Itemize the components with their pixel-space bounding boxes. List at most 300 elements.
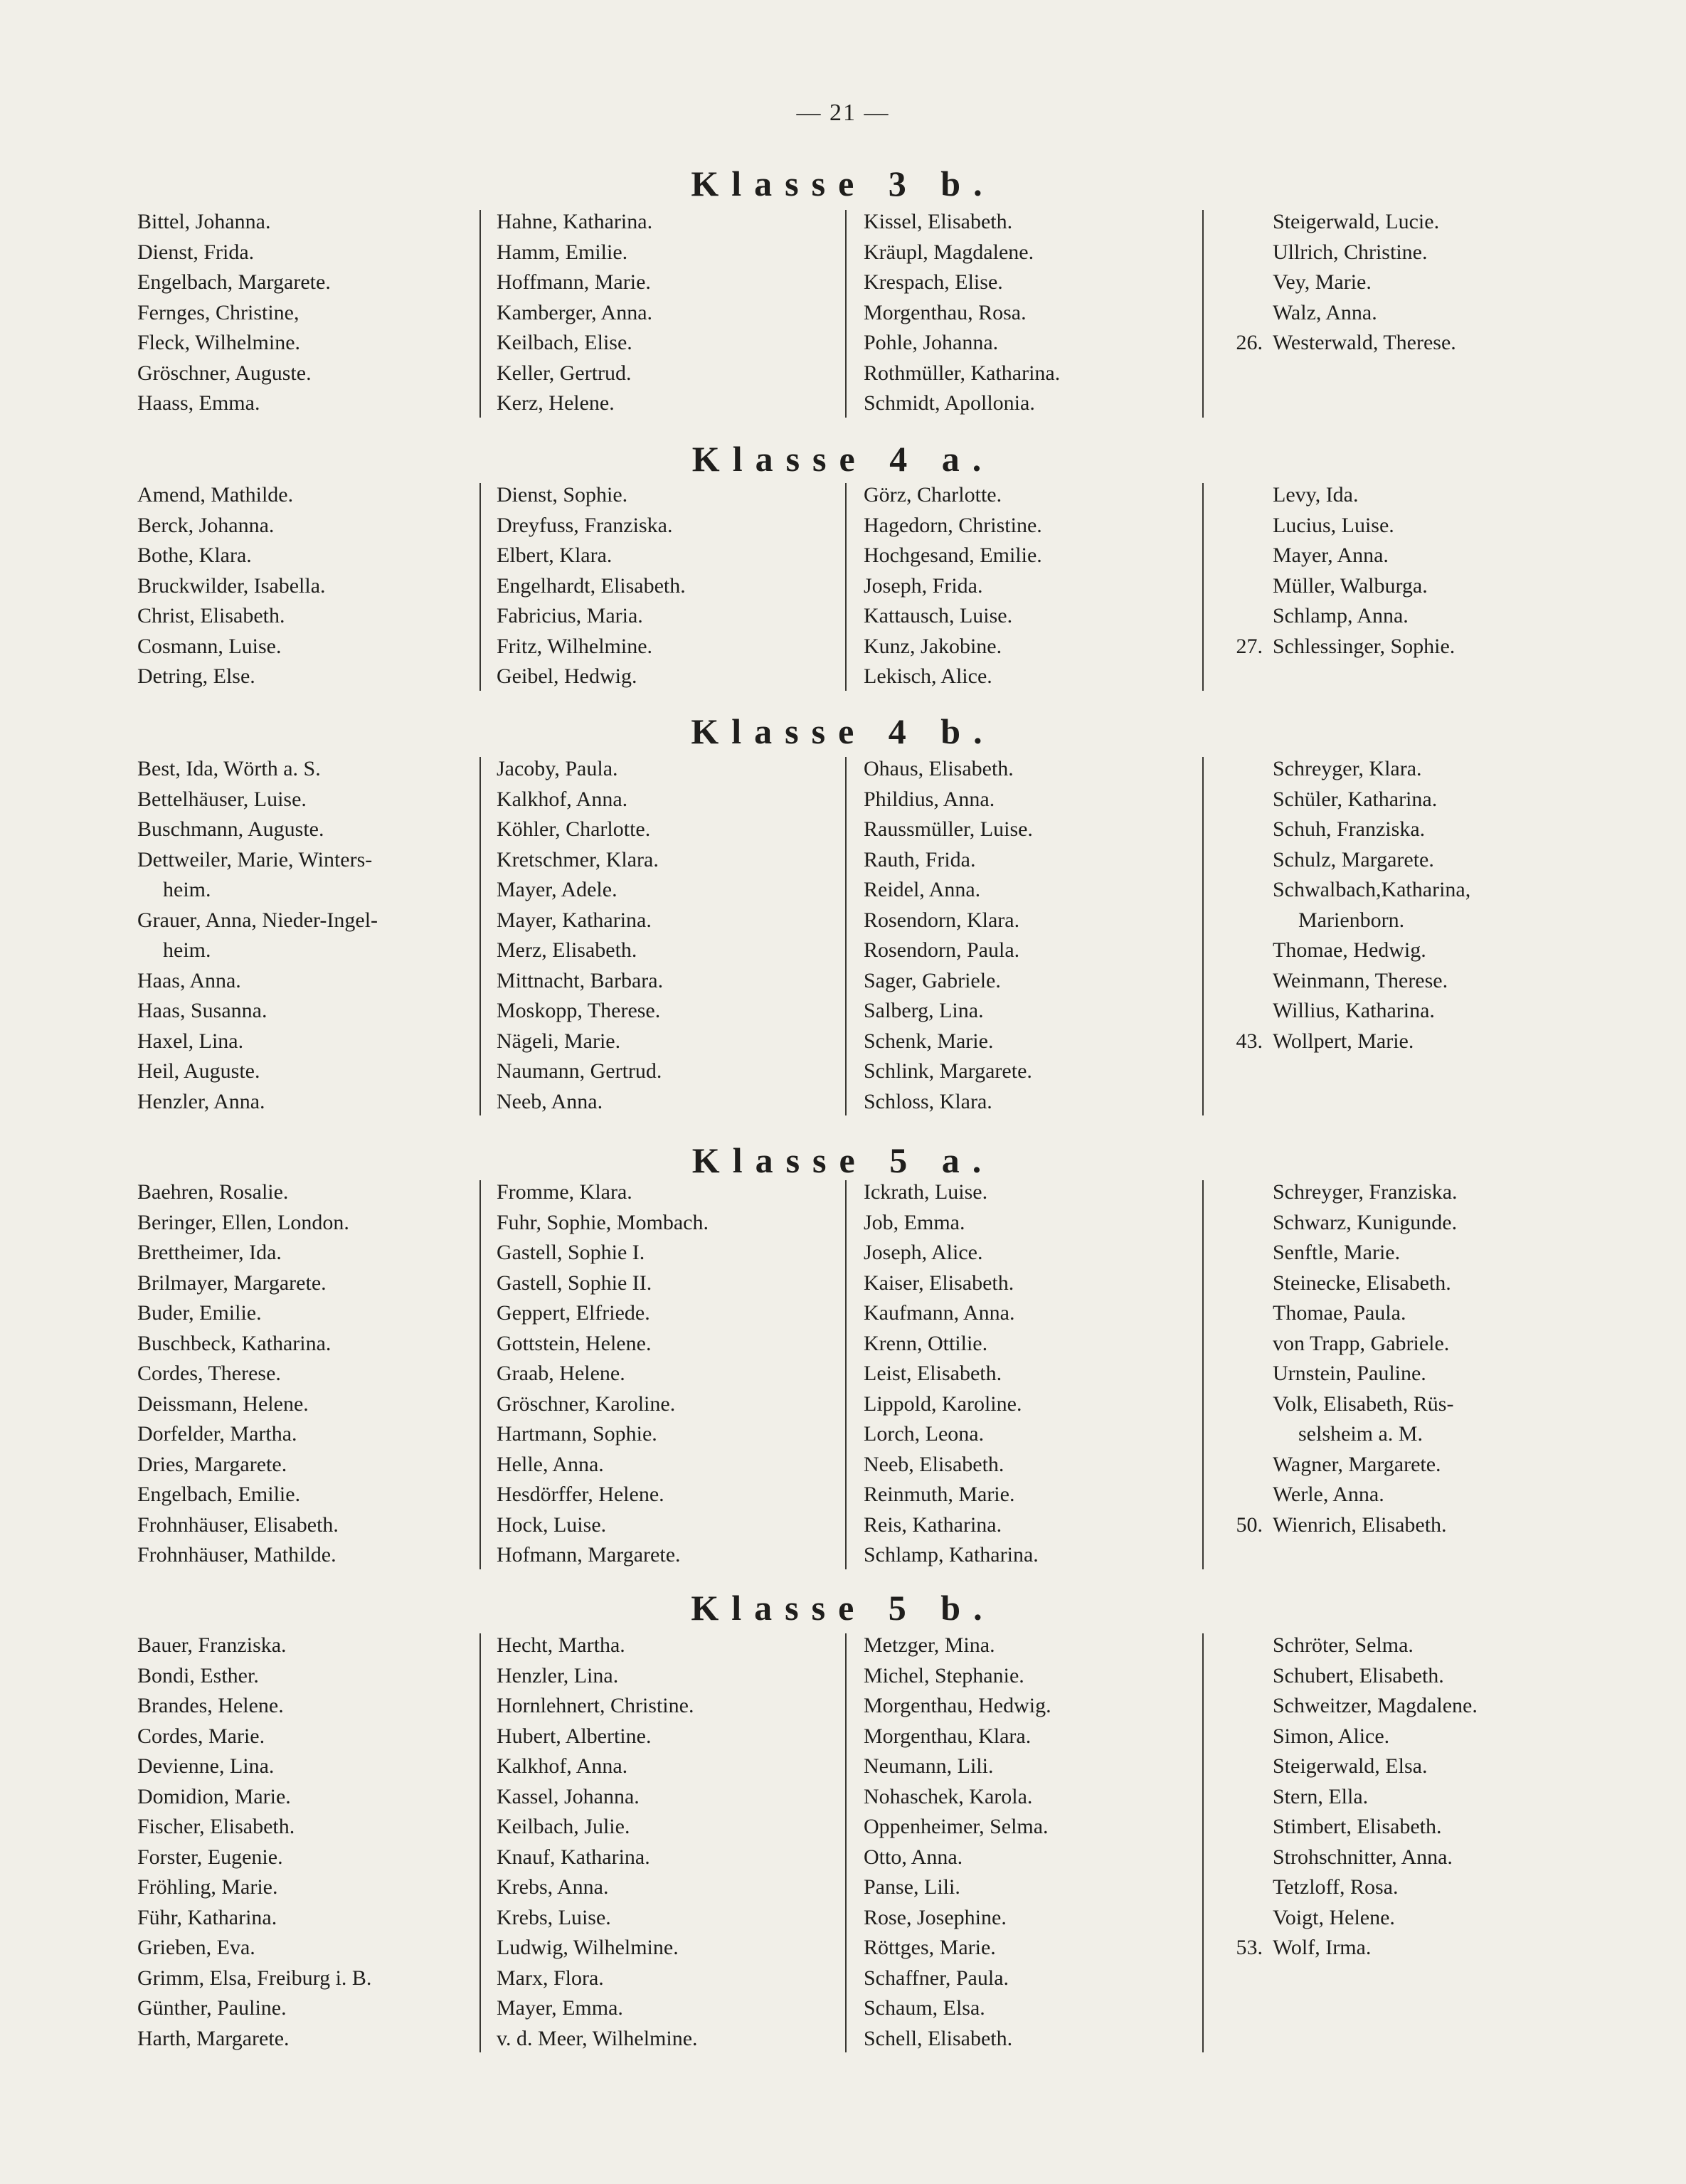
list-item — [1273, 785, 1470, 815]
student-name: v. d. Meer, Wilhelmine. — [497, 2026, 698, 2050]
student-name: Thomae, Paula. — [1273, 1301, 1406, 1325]
student-name: Schlamp, Anna. — [1273, 604, 1409, 627]
list-item — [137, 1691, 371, 1722]
list-item — [497, 1359, 709, 1389]
list-item — [1273, 1359, 1458, 1389]
list-item — [864, 1208, 1039, 1239]
student-name: Krebs, Anna. — [497, 1875, 609, 1899]
student-name: Ickrath, Luise. — [864, 1180, 988, 1204]
student-name: Bauer, Franziska. — [137, 1633, 287, 1657]
list-item — [864, 1329, 1039, 1359]
student-name: Hoffmann, Marie. — [497, 270, 651, 294]
student-name: Kamberger, Anna. — [497, 300, 653, 324]
list-item — [1273, 1177, 1458, 1208]
section-title: Klasse 4 a. — [691, 439, 995, 479]
student-name: Gröschner, Auguste. — [137, 361, 312, 385]
student-name: Schlamp, Katharina. — [864, 1543, 1039, 1567]
student-name: Nägeli, Marie. — [497, 1029, 621, 1053]
student-name: Fritz, Wilhelmine. — [497, 634, 653, 658]
list-item — [1273, 875, 1470, 906]
list-item — [497, 1268, 709, 1299]
student-name: Hahne, Katharina. — [497, 210, 653, 233]
student-name: Haass, Emma. — [137, 391, 260, 415]
name-column — [1236, 1177, 1458, 1540]
student-name: Rose, Josephine. — [864, 1905, 1007, 1929]
list-item — [137, 785, 378, 815]
name-column — [864, 1177, 1039, 1571]
list-item — [1273, 1419, 1458, 1450]
student-name: Hesdörffer, Helene. — [497, 1483, 664, 1506]
student-name: Simon, Alice. — [1273, 1724, 1390, 1748]
student-name: Cosmann, Luise. — [137, 634, 282, 658]
column-divider — [845, 757, 847, 1115]
student-name: Hock, Luise. — [497, 1512, 607, 1537]
list-item — [1273, 1450, 1458, 1480]
column-divider — [479, 210, 481, 418]
list-item — [497, 1812, 698, 1843]
list-item — [864, 1177, 1039, 1208]
section-title: Klasse 3 b. — [691, 164, 995, 203]
column-divider — [1202, 210, 1204, 418]
name-column — [864, 1631, 1051, 2054]
student-name: Kunz, Jakobine. — [864, 634, 1002, 658]
list-item — [497, 1510, 709, 1541]
student-name: Schaffner, Paula. — [864, 1966, 1009, 1990]
student-name: Fleck, Wilhelmine. — [137, 331, 301, 354]
student-name: Hagedorn, Christine. — [864, 513, 1042, 537]
list-item — [864, 1056, 1033, 1087]
student-name: Henzler, Lina. — [497, 1663, 619, 1687]
list-item — [137, 1812, 371, 1843]
list-item — [137, 1389, 349, 1420]
student-name: Job, Emma. — [864, 1210, 965, 1234]
list-item — [137, 966, 378, 997]
name-column — [137, 754, 378, 1117]
name-column — [864, 754, 1033, 1117]
list-item — [497, 359, 652, 389]
list-item — [864, 935, 1033, 966]
student-name: Reis, Katharina. — [864, 1512, 1002, 1537]
list-item — [497, 1782, 698, 1813]
list-item — [864, 662, 1042, 692]
student-name: Gastell, Sophie I. — [497, 1241, 645, 1264]
student-name: Bothe, Klara. — [137, 544, 252, 567]
list-item — [497, 1480, 709, 1510]
student-name: Fischer, Elisabeth. — [137, 1815, 295, 1838]
list-item — [1273, 815, 1470, 845]
student-name: Kräupl, Magdalene. — [864, 240, 1034, 264]
student-name: Grieben, Eva. — [137, 1936, 255, 1959]
student-name: Schlink, Margarete. — [864, 1059, 1032, 1083]
list-item — [864, 388, 1060, 419]
list-item — [137, 1722, 371, 1752]
student-name: Schwalbach,Katharina, — [1273, 878, 1471, 901]
list-item — [497, 1027, 663, 1057]
list-item — [1273, 906, 1470, 936]
student-name: Bruckwilder, Isabella. — [137, 573, 326, 598]
list-item — [137, 996, 378, 1027]
student-name: Buder, Emilie. — [137, 1301, 262, 1325]
list-item — [1273, 1812, 1478, 1843]
list-item — [497, 1661, 698, 1692]
student-name: Keller, Gertrud. — [497, 361, 632, 385]
list-item — [1273, 1843, 1478, 1873]
student-name: Wolf, Irma. — [1273, 1936, 1372, 1959]
list-item — [497, 1751, 698, 1782]
name-column — [137, 480, 326, 692]
student-name: Schell, Elisabeth. — [864, 2026, 1013, 2050]
student-name: Strohschnitter, Anna. — [1273, 1845, 1453, 1869]
student-name: Berck, Johanna. — [137, 513, 275, 537]
list-item — [497, 1933, 698, 1963]
class-count: 53. — [1236, 1936, 1263, 1959]
list-item — [864, 1812, 1051, 1843]
list-item — [1236, 632, 1456, 662]
student-name: Brettheimer, Ida. — [137, 1241, 282, 1264]
list-item — [497, 1843, 698, 1873]
list-item — [497, 1903, 698, 1934]
list-item — [864, 1903, 1051, 1934]
list-item — [137, 359, 331, 389]
list-item — [864, 1480, 1039, 1510]
list-item — [497, 388, 652, 419]
student-name: Oppenheimer, Selma. — [864, 1815, 1049, 1838]
list-item — [864, 298, 1060, 329]
student-name: Ludwig, Wilhelmine. — [497, 1936, 679, 1959]
list-item — [497, 785, 663, 815]
section-title: Klasse 5 b. — [691, 1588, 995, 1628]
column-divider — [845, 1180, 847, 1569]
list-item — [497, 754, 663, 785]
list-item — [497, 1993, 698, 2024]
student-name: Weinmann, Therese. — [1273, 968, 1448, 992]
list-item — [137, 1631, 371, 1661]
list-item — [864, 267, 1060, 298]
list-item — [497, 966, 663, 997]
list-item — [497, 601, 686, 632]
name-column — [497, 754, 663, 1117]
student-name: Frohnhäuser, Elisabeth. — [137, 1512, 339, 1537]
student-name: Wienrich, Elisabeth. — [1273, 1512, 1447, 1537]
student-name: Hartmann, Sophie. — [497, 1422, 657, 1446]
student-name: Geibel, Hedwig. — [497, 664, 637, 688]
column-divider — [1202, 1633, 1204, 2052]
student-name: Dettweiler, Marie, Winters- — [137, 847, 373, 871]
list-item — [497, 1329, 709, 1359]
student-name: Morgenthau, Klara. — [864, 1724, 1032, 1748]
list-item — [864, 571, 1042, 602]
name-column — [1236, 480, 1456, 662]
list-item — [1273, 601, 1455, 632]
name-column — [497, 207, 652, 419]
student-name: Lippold, Karoline. — [864, 1391, 1022, 1416]
list-item — [137, 1782, 371, 1813]
list-item — [137, 1056, 378, 1087]
student-name: Krespach, Elise. — [864, 270, 1003, 294]
list-item — [864, 632, 1042, 662]
student-name: Führ, Katharina. — [137, 1905, 277, 1929]
list-item — [1273, 571, 1455, 602]
student-name: Pohle, Johanna. — [864, 331, 999, 354]
student-name: Volk, Elisabeth, Rüs- — [1273, 1391, 1454, 1416]
list-item — [864, 2024, 1051, 2055]
list-item — [864, 815, 1033, 845]
list-item — [1273, 1208, 1458, 1239]
student-name: Naumann, Gertrud. — [497, 1059, 662, 1083]
list-item — [1236, 328, 1456, 359]
list-item — [497, 1450, 709, 1480]
list-item — [137, 1480, 349, 1510]
student-name: Joseph, Frida. — [864, 573, 983, 598]
student-name: Reinmuth, Marie. — [864, 1483, 1015, 1506]
student-name: Kaiser, Elisabeth. — [864, 1271, 1014, 1295]
student-name: Bittel, Johanna. — [137, 210, 271, 233]
list-item — [497, 1389, 709, 1420]
list-item — [1273, 207, 1456, 238]
student-name: Mittnacht, Barbara. — [497, 968, 664, 992]
list-item — [497, 1056, 663, 1087]
list-item — [137, 267, 331, 298]
list-item — [864, 601, 1042, 632]
student-name: Senftle, Marie. — [1273, 1241, 1401, 1264]
student-name: Stern, Ella. — [1273, 1784, 1369, 1808]
student-name: Schulz, Margarete. — [1273, 847, 1434, 871]
list-item — [137, 388, 331, 419]
student-name: Bettelhäuser, Luise. — [137, 787, 307, 811]
student-name: Kattausch, Luise. — [864, 604, 1013, 627]
name-column — [497, 1177, 709, 1571]
list-item — [864, 1450, 1039, 1480]
student-name: Werle, Anna. — [1273, 1483, 1384, 1506]
list-item — [1273, 1298, 1458, 1329]
student-name: Gröschner, Karoline. — [497, 1391, 676, 1416]
column-divider — [479, 757, 481, 1115]
column-divider — [479, 1180, 481, 1569]
student-name: Schweitzer, Magdalene. — [1273, 1694, 1478, 1717]
student-name: Baehren, Rosalie. — [137, 1180, 289, 1204]
student-name: Hofmann, Margarete. — [497, 1543, 681, 1567]
list-item — [137, 845, 378, 876]
name-column — [1236, 754, 1471, 1056]
list-item — [1273, 511, 1455, 541]
column-divider — [1202, 1180, 1204, 1569]
student-name: Steigerwald, Elsa. — [1273, 1754, 1428, 1778]
student-name: Günther, Pauline. — [137, 1996, 287, 2020]
list-item — [1273, 1631, 1478, 1661]
list-item — [497, 511, 686, 541]
student-name: Engelbach, Emilie. — [137, 1483, 301, 1506]
student-name: Neeb, Anna. — [497, 1089, 603, 1113]
column-divider — [479, 1633, 481, 2052]
list-item — [864, 1631, 1051, 1661]
student-name: Bondi, Esther. — [137, 1663, 259, 1687]
list-item — [497, 2024, 698, 2055]
student-name: Willius, Katharina. — [1273, 999, 1435, 1022]
student-name: Schreyger, Klara. — [1273, 757, 1422, 780]
student-name: Wagner, Margarete. — [1273, 1452, 1441, 1476]
student-name: Ohaus, Elisabeth. — [864, 757, 1014, 780]
list-item — [1236, 1510, 1458, 1541]
student-name: Fuhr, Sophie, Mombach. — [497, 1210, 709, 1234]
column-divider — [845, 483, 847, 691]
column-divider — [1202, 757, 1204, 1115]
list-item — [137, 1238, 349, 1268]
list-item — [137, 875, 378, 906]
list-item — [1273, 238, 1456, 268]
student-name: Neumann, Lili. — [864, 1754, 994, 1778]
class-count: 26. — [1236, 331, 1263, 354]
list-item — [497, 1722, 698, 1752]
class-count: 27. — [1236, 634, 1263, 658]
student-name: Urnstein, Pauline. — [1273, 1362, 1426, 1385]
student-name: Schlessinger, Sophie. — [1273, 634, 1456, 658]
column-divider — [845, 1633, 847, 2052]
list-item — [1273, 1722, 1478, 1752]
list-item — [137, 1419, 349, 1450]
list-item — [137, 480, 326, 511]
list-item — [497, 845, 663, 876]
list-item — [497, 1872, 698, 1903]
list-item — [864, 1268, 1039, 1299]
student-name: Deissmann, Helene. — [137, 1391, 309, 1416]
list-item — [1273, 1661, 1478, 1692]
student-name: Köhler, Charlotte. — [497, 817, 651, 841]
column-divider — [1202, 483, 1204, 691]
list-item — [864, 1993, 1051, 2024]
list-item — [864, 1661, 1051, 1692]
name-column — [864, 207, 1060, 419]
student-name: Reidel, Anna. — [864, 878, 981, 901]
student-name: Cordes, Therese. — [137, 1362, 281, 1385]
list-item — [864, 480, 1042, 511]
section-title: Klasse 4 b. — [691, 711, 995, 751]
list-item — [497, 662, 686, 692]
list-item — [497, 1208, 709, 1239]
student-name: Wollpert, Marie. — [1273, 1029, 1414, 1053]
list-item — [497, 1540, 709, 1571]
student-name: Moskopp, Therese. — [497, 999, 661, 1022]
student-name: Brilmayer, Margarete. — [137, 1271, 327, 1295]
list-item — [1273, 1751, 1478, 1782]
student-name: Müller, Walburga. — [1273, 573, 1428, 598]
student-name: Devienne, Lina. — [137, 1754, 275, 1778]
student-name: Detring, Else. — [137, 664, 255, 688]
list-item — [137, 1510, 349, 1541]
student-name: Engelhardt, Elisabeth. — [497, 573, 686, 598]
list-item — [137, 754, 378, 785]
student-name: Henzler, Anna. — [137, 1089, 265, 1113]
student-name: Hecht, Martha. — [497, 1633, 625, 1657]
student-name: Voigt, Helene. — [1273, 1905, 1395, 1929]
student-name: Phildius, Anna. — [864, 787, 995, 811]
list-item — [864, 1872, 1051, 1903]
list-item — [137, 662, 326, 692]
student-name: Dienst, Frida. — [137, 240, 255, 264]
list-item — [864, 1691, 1051, 1722]
list-item — [864, 1540, 1039, 1571]
student-name: von Trapp, Gabriele. — [1273, 1331, 1450, 1355]
student-name: Jacoby, Paula. — [497, 757, 618, 780]
list-item — [137, 1268, 349, 1299]
list-item — [864, 1298, 1039, 1329]
page-number: — 21 — — [796, 100, 890, 126]
list-item — [137, 935, 378, 966]
list-item — [864, 1782, 1051, 1813]
list-item — [497, 1298, 709, 1329]
student-name: Schreyger, Franziska. — [1273, 1180, 1458, 1204]
list-item — [497, 298, 652, 329]
list-item — [137, 1329, 349, 1359]
class-count: 50. — [1236, 1512, 1263, 1537]
list-item — [1273, 1872, 1478, 1903]
student-name: Brandes, Helene. — [137, 1694, 284, 1717]
list-item — [864, 359, 1060, 389]
list-item — [1273, 1782, 1478, 1813]
list-item — [137, 1027, 378, 1057]
list-item — [1236, 1933, 1478, 1963]
student-name: Grimm, Elsa, Freiburg i. B. — [137, 1966, 372, 1990]
student-name: Ullrich, Christine. — [1273, 240, 1428, 264]
list-item — [137, 601, 326, 632]
list-item — [497, 1419, 709, 1450]
list-item — [497, 1691, 698, 1722]
student-name: Rosendorn, Klara. — [864, 908, 1020, 932]
list-item — [137, 1933, 371, 1963]
student-name: Krenn, Ottilie. — [864, 1331, 988, 1355]
student-name: Rosendorn, Paula. — [864, 938, 1020, 962]
student-name: Cordes, Marie. — [137, 1724, 265, 1748]
list-item — [864, 1389, 1039, 1420]
list-item — [137, 632, 326, 662]
list-item — [864, 207, 1060, 238]
list-item — [1273, 541, 1455, 571]
student-name: Dreyfuss, Franziska. — [497, 513, 673, 537]
list-item — [1273, 1480, 1458, 1510]
student-name: Domidion, Marie. — [137, 1784, 291, 1808]
list-item — [497, 935, 663, 966]
student-name: Kretschmer, Klara. — [497, 847, 659, 871]
student-name: Merz, Elisabeth. — [497, 938, 637, 962]
student-name: Hubert, Albertine. — [497, 1724, 652, 1748]
list-item — [1273, 267, 1456, 298]
list-item — [1273, 845, 1470, 876]
student-name: Westerwald, Therese. — [1273, 331, 1456, 354]
student-name: Fernges, Christine, — [137, 300, 299, 324]
list-item — [497, 815, 663, 845]
list-item — [137, 906, 378, 936]
student-name: Görz, Charlotte. — [864, 483, 1002, 507]
list-item — [137, 1298, 349, 1329]
student-name: Beringer, Ellen, London. — [137, 1210, 349, 1234]
list-item — [497, 480, 686, 511]
list-item — [864, 785, 1033, 815]
student-name: Leist, Elisabeth. — [864, 1362, 1002, 1385]
student-name: Levy, Ida. — [1273, 483, 1359, 507]
student-name: Marienborn. — [1298, 908, 1405, 932]
student-name: Schuh, Franziska. — [1273, 817, 1426, 841]
student-name: Buschbeck, Katharina. — [137, 1331, 332, 1355]
student-name: Kalkhof, Anna. — [497, 787, 628, 811]
list-item — [497, 571, 686, 602]
list-item — [1273, 1268, 1458, 1299]
student-name: Keilbach, Elise. — [497, 331, 632, 354]
list-item — [1273, 1691, 1478, 1722]
student-name: Fromme, Klara. — [497, 1180, 632, 1204]
name-column — [864, 480, 1042, 692]
column-divider — [845, 210, 847, 418]
list-item — [137, 298, 331, 329]
student-name: Mayer, Katharina. — [497, 908, 652, 932]
